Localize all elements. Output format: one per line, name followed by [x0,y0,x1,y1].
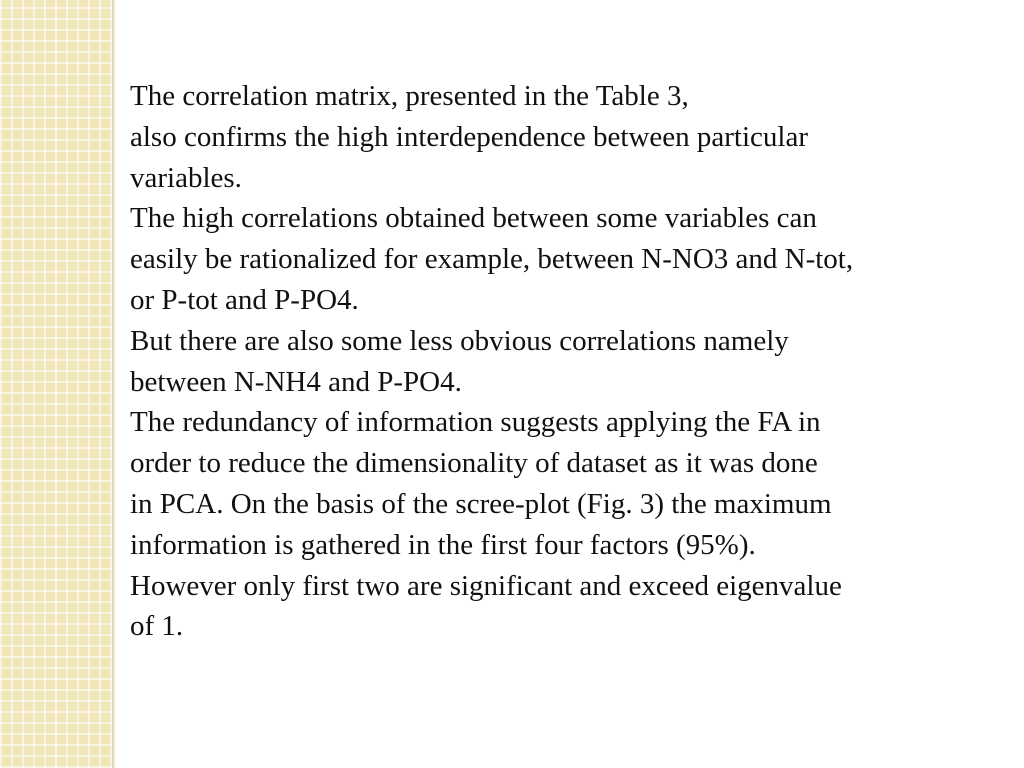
text-line: easily be rationalized for example, between N-NO3 and N-tot, [130,243,854,276]
text-line: The correlation matrix, presented in the Table 3, [130,80,689,112]
text-line: also confirms the high interdependence between particular [130,120,809,153]
decorative-side-band [0,0,112,768]
text-line: or P-tot and P-PO4. [130,283,359,316]
text-line: order to reduce the dimensionality of dataset as it was done [130,447,818,480]
slide-body-text [130,76,1000,647]
text-line: information is gathered in the first four factors (95%). [130,528,756,561]
text-line: in PCA. On the basis of the scree-plot (Fig. 3) the maximum [130,487,832,520]
text-line: However only first two are significant and exceed eigenvalue [130,569,842,602]
text-line: The high correlations obtained between some variables can [130,202,817,235]
text-line: But there are also some less obvious correlations namely [130,324,789,357]
text-line: of 1. [130,610,184,643]
text-line: between N-NH4 and P-PO4. [130,365,462,398]
side-band-edge [112,0,116,768]
text-line: variables. [130,161,242,194]
text-line: The redundancy of information suggests applying the FA in [130,406,821,439]
